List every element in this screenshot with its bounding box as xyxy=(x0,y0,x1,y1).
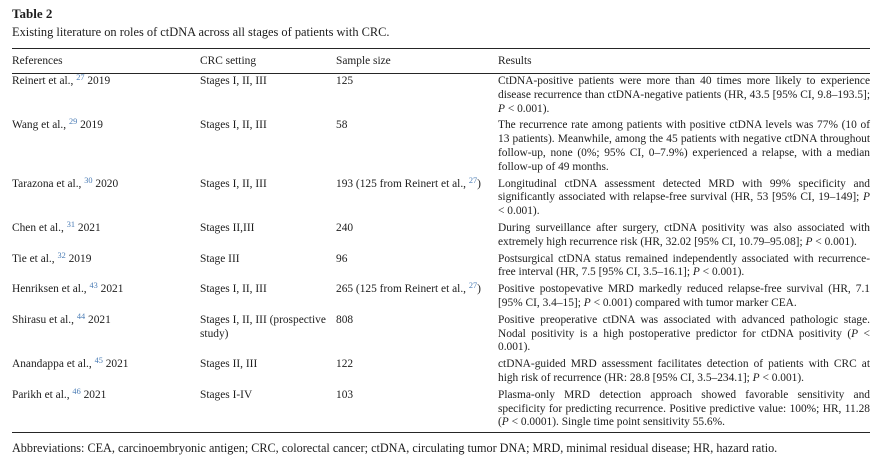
sample-size-cell: 125 xyxy=(336,75,354,87)
results-cell: Positive preoperative ctDNA was associated with advanced pathologic stage. Nodal positivity is a high postoperative predictor for ctDNA positivity (P < 0.001). xyxy=(498,313,870,354)
citation-link[interactable]: 46 xyxy=(72,386,81,396)
crc-setting-cell: Stage III xyxy=(200,252,240,265)
sample-size-cell: 58 xyxy=(336,119,348,132)
citation-link[interactable]: 27 xyxy=(468,281,478,291)
citation-link[interactable]: 43 xyxy=(89,281,98,291)
sample-size-cell: 240 xyxy=(336,221,354,234)
table-row xyxy=(12,357,870,388)
literature-table xyxy=(12,48,870,433)
table-header-row xyxy=(12,49,870,74)
citation-link[interactable]: 27 xyxy=(468,175,478,185)
reference-cell: Tarazona et al., $^{30}$ 2020 xyxy=(12,175,119,190)
reference-cell: Parikh et al., $^{46}$ 2021 xyxy=(12,386,107,401)
reference-cell: Henriksen et al., $^{43}$ 2021 xyxy=(12,281,124,296)
citation-link[interactable]: 32 xyxy=(57,250,66,260)
table-caption: Existing literature on roles of ctDNA across all stages of patients with CRC. xyxy=(12,25,390,39)
table-row xyxy=(12,282,870,313)
crc-setting-cell: Stages II,III xyxy=(200,221,255,234)
crc-setting-cell: Stages I, II, III xyxy=(200,283,267,296)
table-row xyxy=(12,118,870,176)
sample-size-cell: 808 xyxy=(336,313,354,326)
table-row xyxy=(12,388,870,433)
results-cell: Longitudinal ctDNA assessment detected MRD with 99% specificity and significantly associated with relapse-free survival (HR, 53 [95% CI, 19–149]; P < 0.001). xyxy=(498,177,870,218)
reference-cell: Tie et al., $^{32}$ 2019 xyxy=(12,250,92,265)
sample-size-cell: 265 (125 from Reinert et al., $^{27}$) xyxy=(336,281,481,296)
results-cell: Positive postopevative MRD markedly reduced relapse-free survival (HR, 7.1 [95% CI, 3.4–15]; P < 0.001) compared with tumor marker CEA. xyxy=(498,283,870,309)
sample-size-cell: 96 xyxy=(336,252,348,265)
citation-link[interactable]: 31 xyxy=(66,219,76,229)
citation-link[interactable]: 29 xyxy=(68,117,78,127)
citation-link[interactable]: 27 xyxy=(76,73,85,82)
crc-setting-cell: Stages I, II, III xyxy=(200,119,267,132)
table-row xyxy=(12,177,870,221)
abbreviations-footnote: Abbreviations: CEA, carcinoembryonic antigen; CRC, colorectal cancer; ctDNA, circulating tumor DNA; MRD, minimal residual disease; HR, hazard ratio. xyxy=(12,441,778,456)
results-cell: ctDNA-guided MRD assessment facilitates detection of patients with CRC at high risk of recurrence (HR: 28.8 [95% CI, 3.5–234.1]; P < 0.001). xyxy=(498,358,870,384)
citation-link[interactable]: 44 xyxy=(76,311,86,321)
table-row xyxy=(12,313,870,357)
col-header-references: References xyxy=(12,49,200,74)
results-cell: CtDNA-positive patients were more than 40 times more likely to experience disease recurrence than ctDNA-negative patients (HR, 43.5 [95% CI, 9.8–193.5]; P < 0.001). xyxy=(498,75,870,115)
reference-cell: Anandappa et al., $^{45}$ 2021 xyxy=(12,356,129,371)
crc-setting-cell: Stages I-IV xyxy=(200,388,253,401)
table-row xyxy=(12,252,870,283)
citation-link[interactable]: 45 xyxy=(94,356,103,366)
crc-setting-cell: Stages I, II, III xyxy=(200,75,267,87)
sample-size-cell: 103 xyxy=(336,388,354,401)
citation-link[interactable]: 30 xyxy=(84,175,93,185)
results-cell: During surveillance after surgery, ctDNA positivity was also associated with extremely high recurrence risk (HR, 32.02 [95% CI, 10.79–95.08]; P < 0.001). xyxy=(498,221,870,248)
sample-size-cell: 122 xyxy=(336,358,354,371)
reference-cell: Wang et al., $^{29}$ 2019 xyxy=(12,117,103,132)
col-header-sample-size: Sample size xyxy=(336,49,498,74)
reference-cell: Chen et al., $^{31}$ 2021 xyxy=(12,219,101,234)
crc-setting-cell: Stages I, II, III xyxy=(200,177,267,190)
results-cell: The recurrence rate among patients with positive ctDNA levels was 77% (10 of 13 patients). Meanwhile, among the 45 patients with negative ctDNA throughout follow-up, none (0%; 95% CI, 0–7.9%) experienced a relapse, with a median follow-up of 49 months. xyxy=(498,119,870,173)
results-cell: Postsurgical ctDNA status remained independently associated with recurrence-free interval (HR, 7.5 [95% CI, 3.5–16.1]; P < 0.001). xyxy=(498,252,870,279)
sample-size-cell: 193 (125 from Reinert et al., $^{27}$) xyxy=(336,175,481,190)
table-row xyxy=(12,74,870,119)
crc-setting-cell: Stages I, II, III (prospective study) xyxy=(200,313,326,340)
col-header-crc-setting: CRC setting xyxy=(200,49,336,74)
results-cell: Plasma-only MRD detection approach showed favorable sensitivity and specificity for predicting recurrence. Positive predictive value: 100%; HR, 11.28 (P < 0.0001). Single time point sensitivity 55.6%. xyxy=(498,388,870,429)
table-row xyxy=(12,221,870,252)
reference-cell: Shirasu et al., $^{44}$ 2021 xyxy=(12,311,111,326)
reference-cell: Reinert et al., $^{27}$ 2019 xyxy=(12,73,111,87)
table-title: Table 2 xyxy=(12,6,53,21)
col-header-results: Results xyxy=(498,49,870,74)
crc-setting-cell: Stages II, III xyxy=(200,358,258,371)
